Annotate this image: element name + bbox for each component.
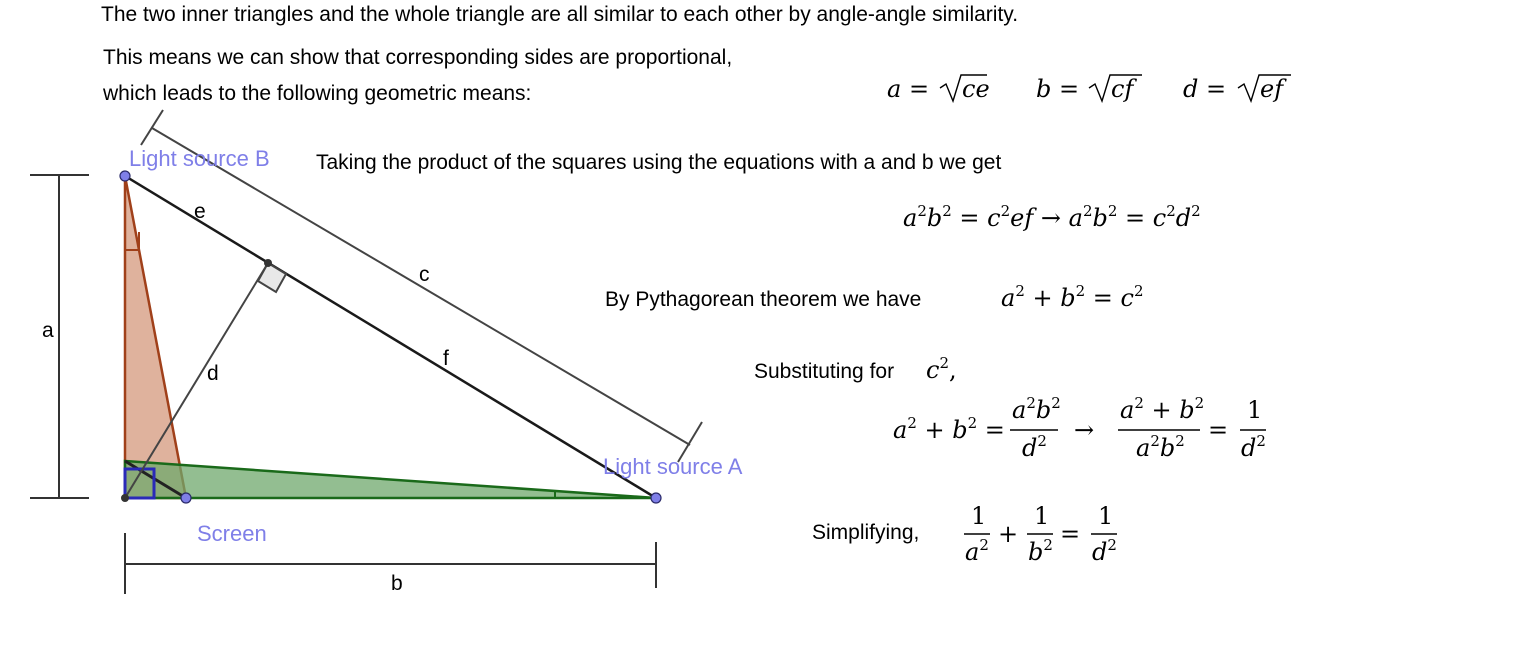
label-light-source-b: Light source B [129, 146, 270, 171]
intro-line-similarity: The two inner triangles and the whole triangle are all similar to each other by angle-angle similarity. [101, 3, 1019, 26]
svg-text:→: → [1074, 416, 1095, 444]
svg-text:ef: ef [1260, 75, 1284, 103]
point-light-source-a[interactable] [651, 493, 661, 503]
equation-simplified [964, 502, 1117, 566]
svg-text:a2b2 = c2ef → a2b2 = c2d2: $a^2b^2 = c^2ef \to a^2b^2 = c^2d^2$ [903, 202, 1201, 232]
segment-label-d: d [207, 362, 219, 385]
right-angle-mark-foot [258, 263, 286, 292]
segment-label-a: a [42, 319, 54, 342]
svg-text:1: 1 [1247, 396, 1263, 424]
text-product-of-squares: Taking the product of the squares using the equations with a and b we get [316, 151, 1002, 174]
intro-line-proportional: This means we can show that corresponding sides are proportional, [103, 46, 733, 69]
segment-label-c: c [419, 263, 430, 286]
svg-text:d2: $d^2$ [1092, 536, 1117, 566]
equation-product [903, 202, 1201, 232]
svg-text:1: 1 [1034, 502, 1050, 530]
svg-text:=: = [1208, 416, 1229, 444]
svg-text:b =: b = [1036, 75, 1080, 103]
svg-text:a2b2: $a^2b^2$ [1012, 394, 1061, 424]
svg-text:a2: $a^2$ [965, 536, 989, 566]
equation-geometric-means [887, 75, 1291, 103]
text-simplifying: Simplifying, [812, 521, 920, 544]
svg-text:c2,: $c^2$, [926, 354, 957, 384]
equation-substituted [893, 394, 1266, 462]
intro-line-geometric-means: which leads to the following geometric means: [103, 82, 532, 105]
svg-text:a2 + b2 =: $a^2 + b^2$ = [893, 414, 1005, 444]
point-altitude-foot [264, 259, 272, 267]
label-screen: Screen [197, 521, 267, 546]
equation-pythagorean [1001, 282, 1144, 312]
svg-text:d2: $d^2$ [1241, 432, 1266, 462]
svg-text:d =: d = [1183, 75, 1227, 103]
hypotenuse-ef [125, 176, 656, 498]
svg-text:d2: $d^2$ [1022, 432, 1047, 462]
bottom-inner-triangle [125, 461, 656, 498]
segment-label-f: f [443, 347, 449, 370]
svg-text:1: 1 [971, 502, 987, 530]
equation-substitute-variable [926, 354, 957, 384]
segment-label-e: e [194, 200, 206, 223]
svg-text:+: + [998, 520, 1019, 548]
svg-text:cf: cf [1111, 75, 1134, 103]
dimension-a [30, 175, 89, 498]
svg-text:=: = [1060, 520, 1081, 548]
svg-text:a2b2: $a^2b^2$ [1136, 432, 1185, 462]
label-light-source-a: Light source A [603, 454, 743, 479]
equation-a-sqrt-ce: a = [887, 75, 930, 103]
point-origin [121, 494, 129, 502]
svg-text:ce: ce [962, 75, 990, 103]
point-light-source-b[interactable] [120, 171, 130, 181]
svg-text:b2: $b^2$ [1028, 536, 1053, 566]
text-substituting: Substituting for [754, 360, 895, 383]
svg-text:a2 + b2: $a^2 + b^2$ [1120, 394, 1205, 424]
point-screen[interactable] [181, 493, 191, 503]
svg-text:1: 1 [1098, 502, 1114, 530]
text-pythagorean: By Pythagorean theorem we have [605, 288, 922, 311]
segment-label-b: b [391, 572, 403, 595]
svg-text:a2 + b2 = c2: $a^2 + b^2 = c^2$ [1001, 282, 1144, 312]
